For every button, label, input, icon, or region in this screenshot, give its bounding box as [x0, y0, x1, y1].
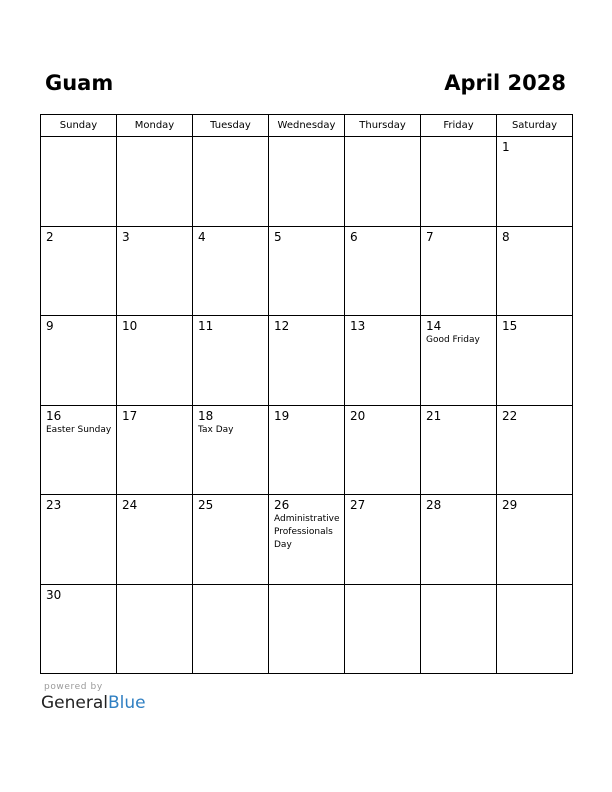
day-number: 23	[46, 498, 62, 512]
day-cell	[117, 495, 193, 585]
day-number: 14	[426, 319, 442, 333]
day-cell	[117, 584, 193, 674]
week-row	[41, 584, 573, 674]
day-number: 8	[502, 229, 510, 244]
day-cell	[193, 584, 269, 674]
month-year-title: April 2028	[444, 71, 566, 95]
day-cell	[345, 584, 421, 674]
day-number: 11	[198, 319, 214, 333]
day-cell	[421, 405, 497, 495]
day-cell	[421, 137, 497, 227]
day-number: 7	[426, 229, 434, 244]
day-number: 3	[122, 229, 130, 244]
week-row	[41, 226, 573, 316]
region-title: Guam	[45, 71, 114, 95]
day-number: 29	[502, 498, 518, 512]
day-number: 9	[46, 319, 54, 333]
day-number: 28	[426, 498, 442, 512]
day-number: 2	[46, 229, 54, 244]
holiday-label: Administrative Professionals Day	[274, 514, 340, 550]
day-number: 19	[274, 408, 290, 423]
day-number: 30	[46, 587, 62, 602]
day-number: 5	[274, 229, 282, 244]
day-number: 12	[274, 319, 290, 333]
day-cell	[345, 137, 421, 227]
calendar-grid	[40, 114, 573, 674]
day-cell	[117, 316, 193, 406]
day-number: 20	[350, 408, 366, 423]
day-cell	[421, 584, 497, 674]
day-cell	[497, 584, 573, 674]
day-number: 15	[502, 319, 518, 333]
day-cell	[269, 495, 345, 585]
holiday-label: Easter Sunday	[46, 424, 112, 435]
day-cell	[269, 226, 345, 316]
day-cell	[497, 137, 573, 227]
day-number: 27	[350, 498, 366, 512]
day-cell	[193, 226, 269, 316]
weekday-header: Thursday	[345, 115, 421, 137]
weekday-header: Tuesday	[193, 115, 269, 137]
day-number: 1	[502, 140, 510, 154]
day-cell	[345, 226, 421, 316]
day-cell	[421, 495, 497, 585]
day-cell	[269, 316, 345, 406]
generalblue-logo[interactable]	[41, 693, 146, 713]
week-row	[41, 316, 573, 406]
day-cell	[41, 495, 117, 585]
weekday-header: Friday	[421, 115, 497, 137]
day-number: 17	[122, 408, 138, 423]
day-number: 13	[350, 319, 366, 333]
day-cell	[41, 405, 117, 495]
weekday-header: Monday	[117, 115, 193, 137]
day-cell	[193, 405, 269, 495]
day-cell	[193, 137, 269, 227]
day-cell	[117, 405, 193, 495]
day-cell	[345, 316, 421, 406]
day-cell	[193, 316, 269, 406]
day-cell	[41, 226, 117, 316]
day-cell	[117, 226, 193, 316]
weekday-header: Sunday	[41, 115, 117, 137]
day-number: 18	[198, 408, 214, 423]
day-number: 10	[122, 319, 138, 333]
day-number: 26	[274, 498, 290, 512]
holiday-label: Tax Day	[198, 424, 234, 435]
day-cell	[497, 316, 573, 406]
brand-general-text: General	[41, 693, 108, 713]
day-cell	[269, 137, 345, 227]
week-row	[41, 137, 573, 227]
day-cell	[269, 405, 345, 495]
day-cell	[421, 226, 497, 316]
day-cell	[193, 495, 269, 585]
day-cell	[497, 226, 573, 316]
week-row	[41, 495, 573, 585]
day-cell	[41, 316, 117, 406]
day-number: 6	[350, 229, 358, 244]
weekday-header: Wednesday	[269, 115, 345, 137]
day-cell	[345, 495, 421, 585]
day-cell	[421, 316, 497, 406]
day-number: 24	[122, 498, 138, 512]
day-number: 25	[198, 498, 214, 512]
day-cell	[497, 405, 573, 495]
weekday-header: Saturday	[497, 115, 573, 137]
day-cell	[41, 137, 117, 227]
day-number: 4	[198, 229, 206, 244]
holiday-label: Good Friday	[426, 335, 480, 345]
powered-by-label: powered by	[44, 682, 103, 692]
day-number: 16	[46, 408, 62, 423]
day-number: 22	[502, 408, 518, 423]
day-cell	[41, 584, 117, 674]
brand-blue-text: Blue	[108, 693, 146, 713]
day-cell	[497, 495, 573, 585]
day-cell	[117, 137, 193, 227]
weekday-header-row	[41, 115, 573, 137]
week-row	[41, 405, 573, 495]
day-number: 21	[426, 408, 442, 423]
day-cell	[345, 405, 421, 495]
day-cell	[269, 584, 345, 674]
